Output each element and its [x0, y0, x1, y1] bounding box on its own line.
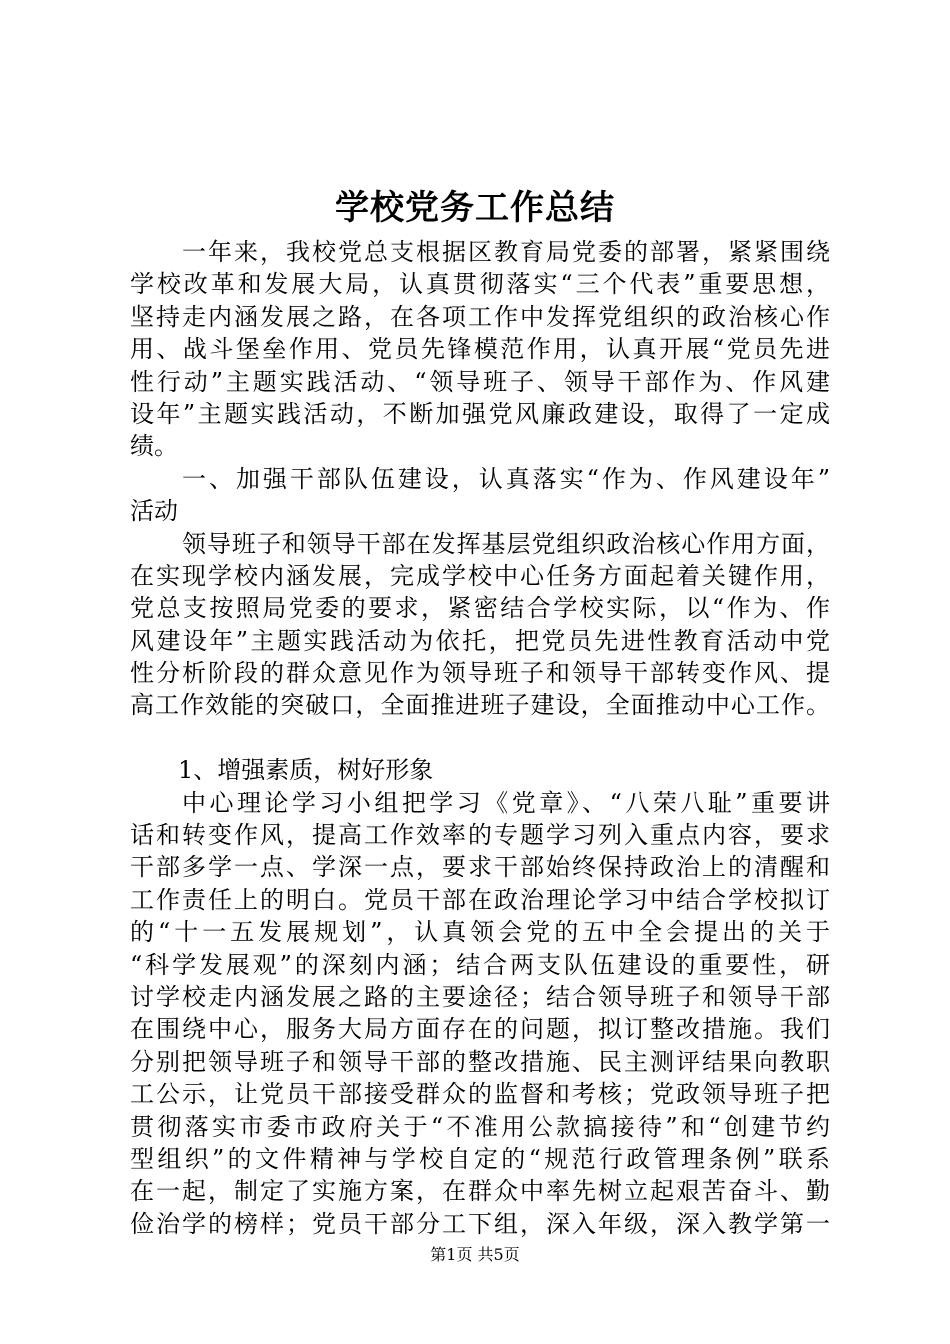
- text-line: 绩。: [130, 432, 178, 461]
- text-line: 工公示，让党员干部接受群众的监督和考核；党政领导班子把: [130, 1080, 830, 1109]
- page-footer: 第1页 共5页: [430, 1245, 520, 1264]
- text-line: 活动: [130, 497, 178, 526]
- text-line: 风建设年”主题实践活动为依托，把党员先进性教育活动中党: [130, 626, 830, 655]
- text-line: 在实现学校内涵发展，完成学校中心任务方面起着关键作用，: [130, 561, 830, 590]
- text-line: 讨学校走内涵发展之路的主要途径；结合领导班子和领导干部: [130, 982, 830, 1011]
- text-line: 性分析阶段的群众意见作为领导班子和领导干部转变作风、提: [130, 659, 830, 688]
- document-body: [130, 236, 830, 1240]
- text-line: 干部多学一点、学深一点，要求干部始终保持政治上的清醒和: [130, 853, 830, 882]
- text-line: 坚持走内涵发展之路，在各项工作中发挥党组织的政治核心作: [130, 302, 830, 331]
- text-line: 话和转变作风，提高工作效率的专题学习列入重点内容，要求: [130, 821, 830, 850]
- text-line: 一年来，我校党总支根据区教育局党委的部署，紧紧围绕: [182, 238, 830, 266]
- text-line: 用、战斗堡垒作用、党员先锋模范作用，认真开展“党员先进: [130, 335, 830, 364]
- text-line: 设年”主题实践活动，不断加强党风廉政建设，取得了一定成: [130, 399, 830, 428]
- text-line: 性行动”主题实践活动、“领导班子、领导干部作为、作风建: [130, 367, 830, 396]
- text-line: 型组织”的文件精神与学校自定的“规范行政管理条例”联系: [130, 1144, 830, 1173]
- text-line: 工作责任上的明白。党员干部在政治理论学习中结合学校拟订: [130, 885, 830, 914]
- text-line: 领导班子和领导干部在发挥基层党组织政治核心作用方面，: [182, 529, 830, 558]
- text-line: 一、加强干部队伍建设，认真落实“作为、作风建设年”: [182, 464, 830, 493]
- text-line: 在围绕中心，服务大局方面存在的问题，拟订整改措施。我们: [130, 1015, 830, 1044]
- text-line: 在一起，制定了实施方案，在群众中率先树立起艰苦奋斗、勤: [130, 1177, 830, 1206]
- text-line: 分别把领导班子和领导干部的整改措施、民主测评结果向教职: [130, 1047, 830, 1076]
- text-line: 学校改革和发展大局，认真贯彻落实“三个代表”重要思想，: [130, 270, 830, 299]
- text-line: 1、增强素质，树好形象: [178, 756, 434, 785]
- document-title: 学校党务工作总结: [335, 188, 615, 228]
- blank-line: [130, 722, 830, 754]
- text-line: 的“十一五发展规划”，认真领会党的五中全会提出的关于: [130, 918, 830, 947]
- text-line: “科学发展观”的深刻内涵；结合两支队伍建设的重要性，研: [130, 950, 830, 979]
- text-line: 中心理论学习小组把学习《党章》、“八荣八耻”重要讲: [182, 788, 830, 817]
- text-line: 党总支按照局党委的要求，紧密结合学校实际，以“作为、作: [130, 594, 830, 623]
- text-line: 俭治学的榜样；党员干部分工下组，深入年级，深入教学第一: [130, 1209, 830, 1238]
- text-line: 高工作效能的突破口，全面推进班子建设，全面推动中心工作。: [130, 691, 830, 720]
- text-line: 贯彻落实市委市政府关于“不准用公款搞接待”和“创建节约: [130, 1112, 830, 1141]
